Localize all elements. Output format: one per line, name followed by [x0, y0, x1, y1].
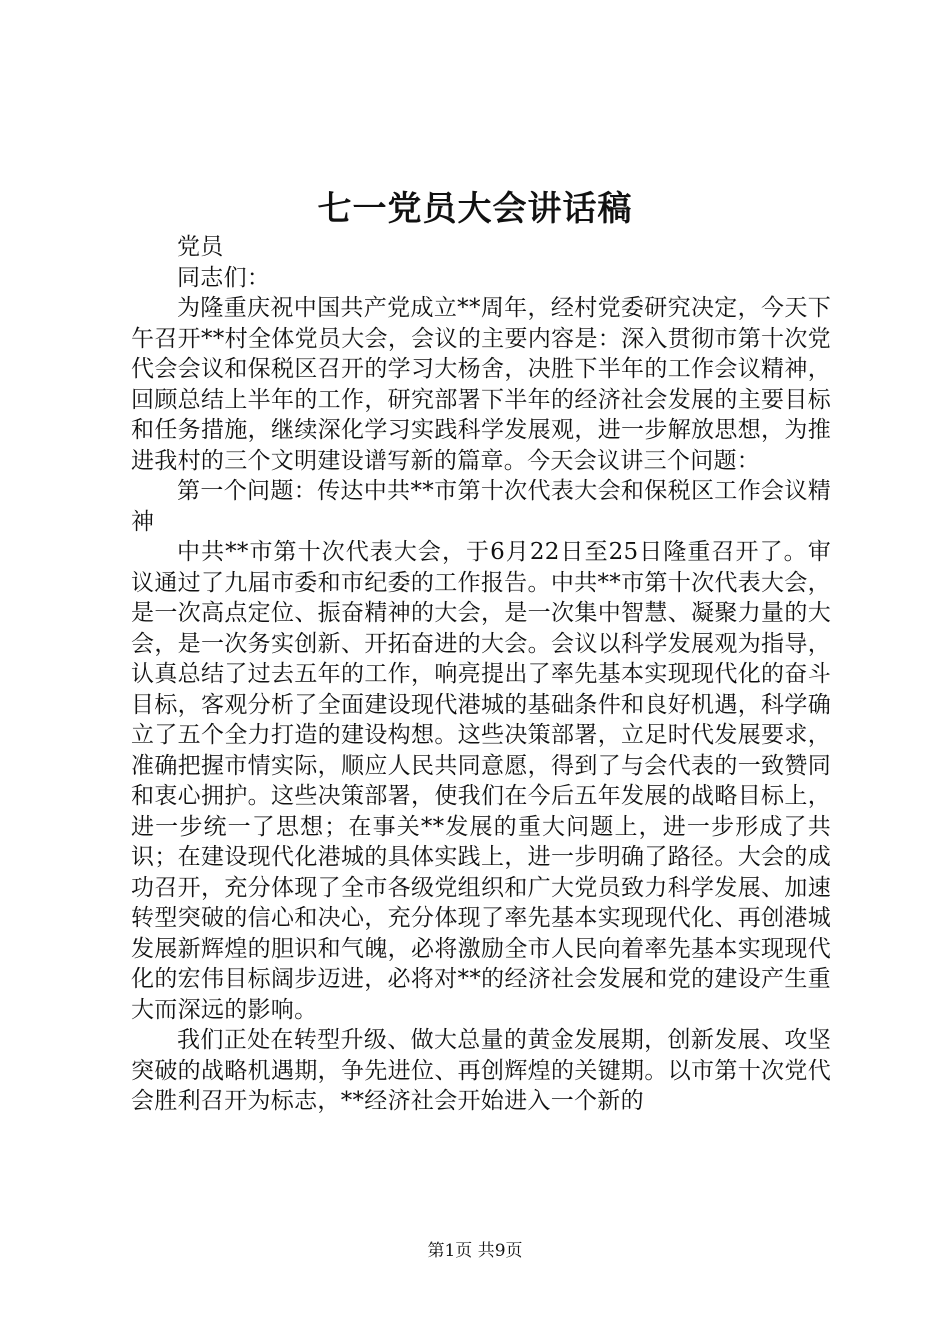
paragraph-intro: 为隆重庆祝中国共产党成立**周年，经村党委研究决定，今天下午召开**村全体党员大会，会议的主要内容是：深入贯彻市第十次党代会会议和保税区召开的学习大杨舍，决胜下半年的工作会议精神，回顾总结上半年的工作，研究部署下半年的经济社会发展的主要目标和任务措施，继续深化学习实践科学发展观，进一步解放思想，为推进我村的三个文明建设谱写新的篇章。今天会议讲三个问题： — [131, 295, 831, 474]
paragraph-section-heading: 第一个问题：传达中共**市第十次代表大会和保税区工作会议精神 — [131, 478, 831, 535]
paragraph-salutation-2: 同志们： — [177, 264, 271, 291]
document-title: 七一党员大会讲话稿 — [317, 189, 633, 229]
paragraph-development-period: 我们正处在转型升级、做大总量的黄金发展期，创新发展、攻坚突破的战略机遇期，争先进位、再创辉煌的关键期。以市第十次党代会胜利召开为标志，**经济社会开始进入一个新的 — [131, 1027, 831, 1114]
page-number-footer: 第1页 共9页 — [427, 1241, 523, 1261]
paragraph-congress-summary: 中共**市第十次代表大会，于6月22日至25日隆重召开了。审议通过了九届市委和市纪委的工作报告。中共**市第十次代表大会，是一次高点定位、振奋精神的大会，是一次集中智慧、凝聚力量的大会，是一次务实创新、开拓奋进的大会。会议以科学发展观为指导，认真总结了过去五年的工作，响亮提出了率先基本实现现代化的奋斗目标，客观分析了全面建设现代港城的基础条件和良好机遇，科学确立了五个全力打造的建设构想。这些决策部署，立足时代发展要求，准确把握市情实际，顺应人民共同意愿，得到了与会代表的一致赞同和衷心拥护。这些决策部署，使我们在今后五年发展的战略目标上，进一步统一了思想；在事关**发展的重大问题上，进一步形成了共识；在建设现代化港城的具体实践上，进一步明确了路径。大会的成功召开，充分体现了全市各级党组织和广大党员致力科学发展、加速转型突破的信心和决心，充分体现了率先基本实现现代化、再创港城发展新辉煌的胆识和气魄，必将激励全市人民向着率先基本实现现代化的宏伟目标阔步迈进，必将对**的经济社会发展和党的建设产生重大而深远的影响。 — [131, 539, 831, 1023]
paragraph-salutation-1: 党员 — [177, 234, 224, 260]
document-body — [131, 232, 831, 1117]
